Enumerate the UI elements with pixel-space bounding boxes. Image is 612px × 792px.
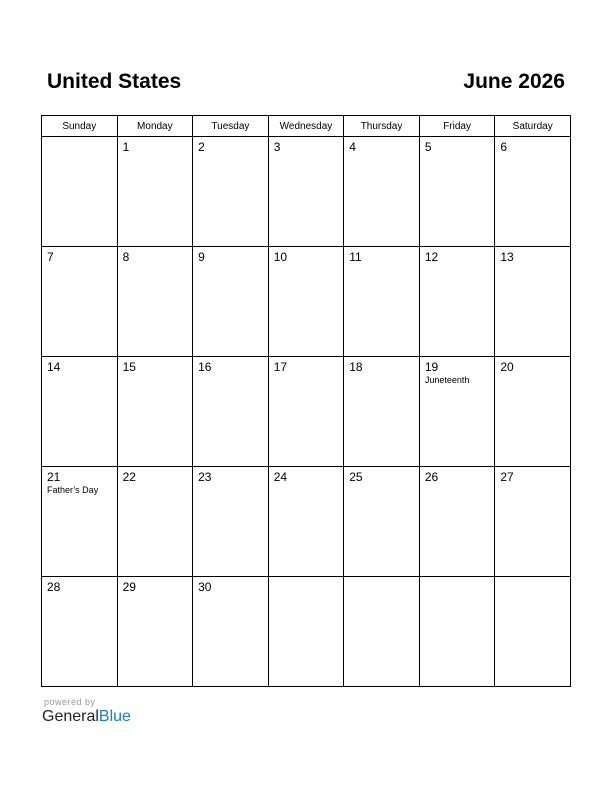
day-cell — [419, 467, 495, 577]
day-cell — [193, 357, 269, 467]
weekday-friday: Friday — [419, 116, 495, 137]
day-number: 14 — [47, 360, 61, 374]
day-cell — [344, 247, 420, 357]
day-number: 15 — [122, 360, 136, 374]
day-cell — [117, 247, 193, 357]
week-row — [42, 467, 571, 577]
day-cell — [42, 467, 118, 577]
weekday-saturday: Saturday — [495, 116, 571, 137]
weekday-thursday: Thursday — [344, 116, 420, 137]
day-number: 8 — [122, 250, 130, 264]
weekday-tuesday: Tuesday — [193, 116, 269, 137]
day-cell — [419, 357, 495, 467]
week-row — [42, 577, 571, 687]
day-number: 12 — [424, 250, 439, 264]
day-number: 27 — [500, 470, 514, 484]
day-cell — [419, 577, 495, 687]
day-number: 5 — [424, 140, 432, 154]
day-number: 9 — [198, 250, 205, 264]
day-number: 18 — [349, 360, 363, 374]
day-cell — [495, 467, 571, 577]
day-number: 21 — [47, 470, 61, 484]
day-number: 3 — [273, 140, 281, 154]
day-number: 16 — [198, 360, 212, 374]
day-number: 10 — [273, 250, 288, 264]
day-number: 25 — [349, 470, 363, 484]
day-cell — [268, 357, 344, 467]
holiday-label: Father’s Day — [47, 485, 99, 495]
day-number: 23 — [198, 470, 212, 484]
holiday-label: Juneteenth — [424, 375, 470, 385]
day-number: 1 — [122, 140, 130, 154]
day-number: 22 — [122, 470, 136, 484]
week-row — [42, 137, 571, 247]
weekday-header-row — [42, 116, 571, 137]
day-cell — [419, 247, 495, 357]
day-number: 4 — [349, 140, 356, 154]
day-number: 19 — [424, 360, 439, 374]
day-number: 2 — [198, 140, 205, 154]
day-number: 29 — [122, 580, 136, 594]
day-cell — [117, 137, 193, 247]
day-number: 7 — [47, 250, 54, 264]
weekday-sunday: Sunday — [42, 116, 118, 137]
calendar-header — [47, 70, 565, 100]
day-number: 30 — [198, 580, 212, 594]
day-number: 24 — [273, 470, 288, 484]
country-title: United States — [47, 70, 182, 93]
day-cell — [42, 247, 118, 357]
day-number: 28 — [47, 580, 61, 594]
day-cell — [344, 137, 420, 247]
day-cell — [495, 137, 571, 247]
day-cell — [117, 467, 193, 577]
brand-name-part2: Blue — [98, 708, 131, 725]
month-title: June 2026 — [463, 70, 565, 93]
day-cell — [268, 467, 344, 577]
footer-branding — [42, 697, 131, 727]
day-cell — [268, 137, 344, 247]
day-cell — [42, 577, 118, 687]
day-number: 20 — [500, 360, 514, 374]
day-number: 6 — [500, 140, 508, 154]
weekday-wednesday: Wednesday — [268, 116, 344, 137]
day-cell — [344, 577, 420, 687]
brand-logo — [42, 707, 131, 727]
week-row — [42, 247, 571, 357]
day-cell — [117, 577, 193, 687]
day-cell — [193, 247, 269, 357]
powered-by-text: powered by — [44, 697, 96, 707]
day-cell — [419, 137, 495, 247]
day-cell — [193, 137, 269, 247]
day-cell — [42, 357, 118, 467]
day-number: 26 — [424, 470, 439, 484]
brand-name-part1: General — [42, 708, 99, 725]
day-cell — [193, 467, 269, 577]
day-cell — [268, 577, 344, 687]
calendar-grid — [41, 115, 571, 687]
day-number: 17 — [273, 360, 288, 374]
day-cell — [344, 467, 420, 577]
day-cell — [344, 357, 420, 467]
day-cell — [268, 247, 344, 357]
day-cell — [495, 247, 571, 357]
day-number: 13 — [500, 250, 514, 264]
day-cell — [117, 357, 193, 467]
day-cell — [495, 577, 571, 687]
day-cell — [42, 137, 118, 247]
weekday-monday: Monday — [117, 116, 193, 137]
day-cell — [495, 357, 571, 467]
week-row — [42, 357, 571, 467]
day-number: 11 — [349, 250, 362, 264]
day-cell — [193, 577, 269, 687]
